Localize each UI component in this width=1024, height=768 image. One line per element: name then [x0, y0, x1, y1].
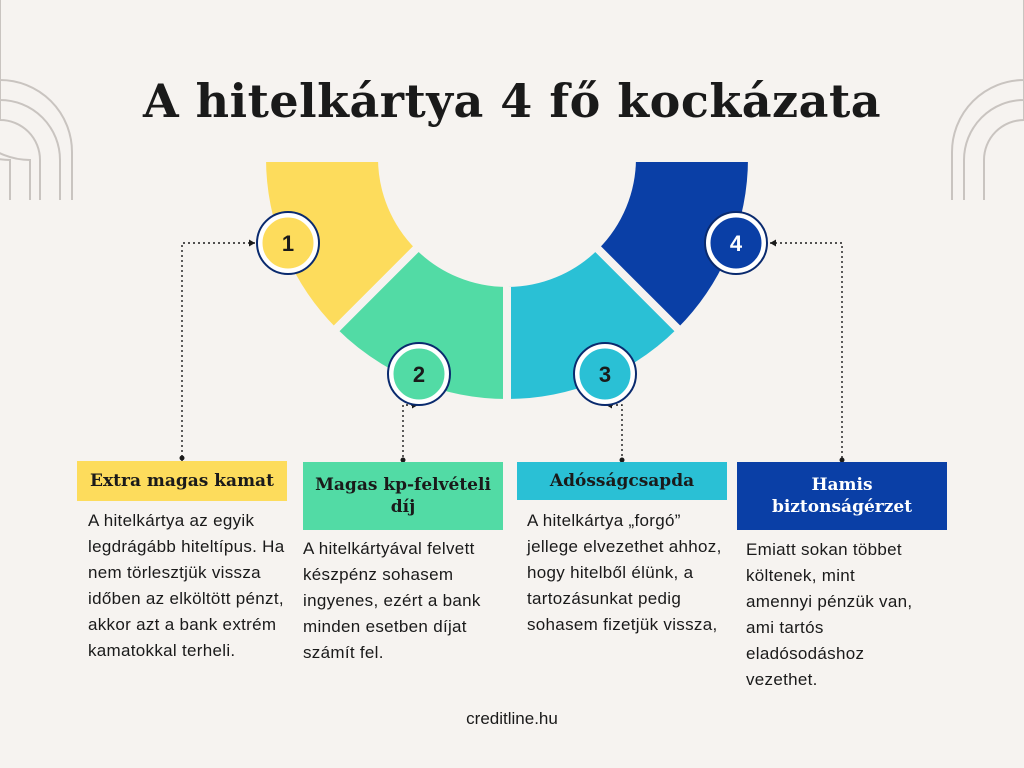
risk-4-number-badge: [705, 212, 767, 274]
risk-3-number-badge: [574, 343, 636, 405]
risk-2-number: 2: [412, 362, 426, 387]
connector-arrow-1: [249, 240, 255, 247]
page-title: A hitelkártya 4 fő kockázata: [142, 74, 882, 128]
risk-1-description: A hitelkártya az egyik legdrágább hiteltípus. Ha nem törlesztjük vissza időben az elköltött pénzt, akkor azt a bank extrém kamatokkal terheli.: [88, 511, 285, 660]
risk-3-label: Adósságcsapda: [517, 462, 727, 500]
risk-1-number: 1: [281, 231, 295, 256]
connector-line-3: [606, 405, 622, 462]
connector-line-4: [770, 243, 842, 462]
risk-1-label: Extra magas kamat: [77, 461, 287, 501]
connector-arrow-4: [770, 240, 776, 247]
connector-line-1: [182, 243, 255, 461]
risk-2-description: A hitelkártyával felvett készpénz sohasem ingyenes, ezért a bank minden esetben díjat számít fel.: [303, 539, 481, 662]
risk-2-label: Magas kp-felvételi díj: [303, 462, 503, 530]
risk-4-description: Emiatt sokan többet költenek, mint amennyi pénzük van, ami tartós eladósodáshoz vezethet.: [746, 540, 913, 689]
connector-dot-1: [180, 456, 185, 461]
risk-3-description: A hitelkártya „forgó” jellege elvezethet ahhoz, hogy hitelből élünk, a tartozásunkat pedig sohasem fizetjük vissza,: [527, 511, 722, 634]
risk-4-label: Hamis biztonságérzet: [737, 462, 947, 530]
risk-3-number: 3: [598, 362, 612, 387]
footer-source: creditline.hu: [466, 709, 558, 728]
risk-1-number-badge: [257, 212, 319, 274]
risk-2-number-badge: [388, 343, 450, 405]
connector-line-2: [403, 405, 418, 462]
risk-4-number: 4: [729, 231, 743, 256]
